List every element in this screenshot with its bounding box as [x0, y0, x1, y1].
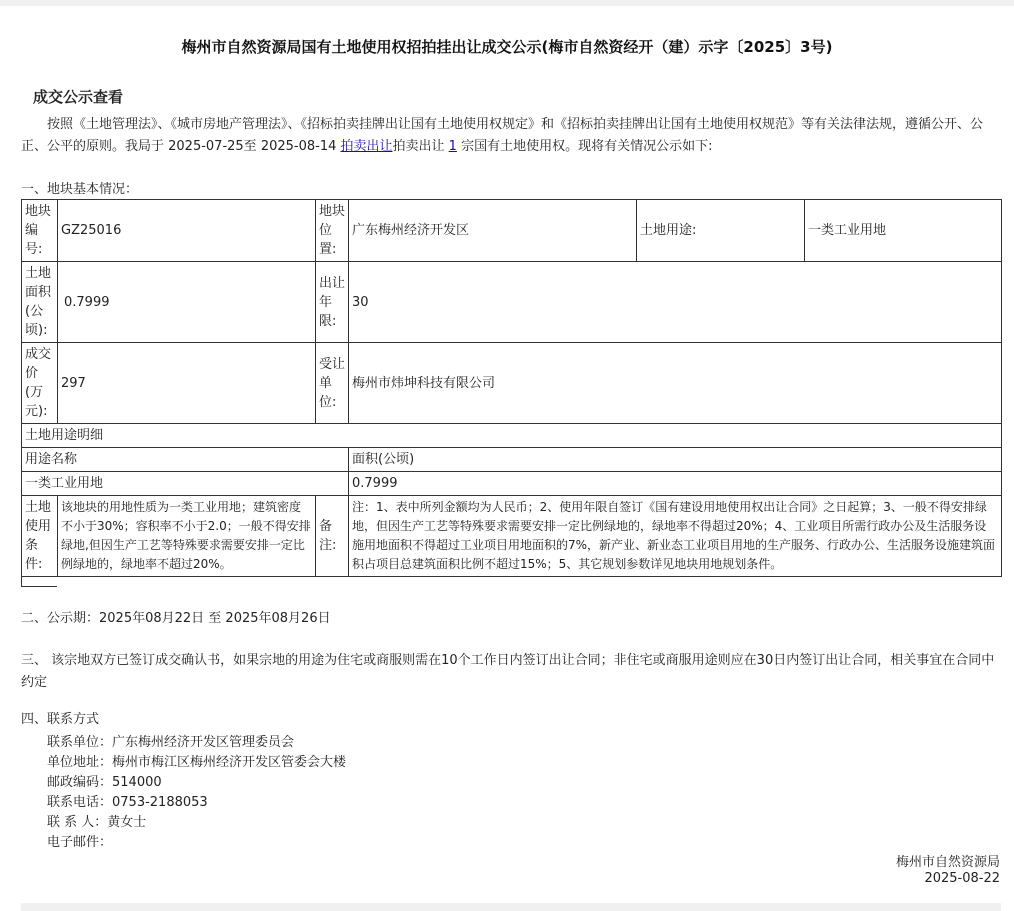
plot-no-label: 地块编号:	[22, 200, 58, 262]
contact-email: 电子邮件：	[47, 835, 113, 850]
location-value: 广东梅州经济开发区	[349, 200, 637, 262]
remarks-label: 备注:	[316, 496, 349, 577]
contact-address: 单位地址：梅州市梅江区梅州经济开发区管委会大楼	[47, 755, 347, 770]
plot-no-value: GZ25016	[58, 200, 316, 262]
intro-text-1: 按照《土地管理法》、《城市房地产管理法》、《招标拍卖挂牌出让国有土地使用权规定》和《招标拍卖挂牌出让国有土地使用权规范》等有关法律法规，遵循公开、公正、公平的原则。我局于 2025-07-25至 2025-08-14	[21, 117, 984, 154]
remarks-value: 注：1、表中所列金额均为人民币；2、使用年限自签订《国有建设用地使用权出让合同》之日起算；3、一般不得安排绿地，但因生产工艺等特殊要求需要安排一定比例绿地的，绿地率不得超过20%；4、工业项目所需行政办公及生活服务设施用地面积不得超过工业项目用地面积的7%，新产业、新业态工业项目用地的生产服务、行政办公、生活服务设施建筑面积占项目总建筑面积比例不超过15%；5、其它规划参数详见地块用地规划条件。	[349, 496, 1002, 577]
location-label: 地块位置:	[316, 200, 349, 262]
contract-note: 三、 该宗地双方已签订成交确认书，如果宗地的用途为住宅或商服则需在10个工作日内签订出让合同；非住宅或商服用途则应在30日内签订出让合同，相关事宜在合同中约定	[21, 653, 995, 690]
auction-link[interactable]: 拍卖出让	[340, 139, 393, 154]
price-label: 成交价(万元):	[22, 343, 58, 424]
publicity-period: 二、公示期：2025年08月22日 至 2025年08月26日	[21, 611, 331, 626]
table-row	[22, 200, 1002, 262]
use-value: 一类工业用地	[805, 200, 1002, 262]
col-area: 面积(公顷)	[349, 448, 1002, 472]
intro-text-3: 宗国有土地使用权。现将有关情况公示如下:	[456, 139, 713, 154]
contact-person: 联 系 人：黄女士	[47, 815, 147, 830]
table-row	[22, 472, 1002, 496]
price-value: 297	[58, 343, 316, 424]
term-value: 30	[349, 262, 1002, 343]
area-label: 土地面积(公顷):	[22, 262, 58, 343]
signature-org: 梅州市自然资源局	[895, 855, 1000, 870]
table-row	[22, 424, 1002, 448]
contact-phone: 联系电话：0753-2188053	[47, 795, 208, 810]
contact-unit: 联系单位：广东梅州经济开发区管理委员会	[47, 735, 295, 750]
table-row	[22, 448, 1002, 472]
intro-text-2: 拍卖出让	[392, 139, 449, 154]
section-heading: 成交公示查看	[33, 88, 124, 106]
table-row	[22, 496, 1002, 577]
top-border	[0, 0, 1014, 6]
buyer-value: 梅州市炜坤科技有限公司	[349, 343, 1002, 424]
col-use-name: 用途名称	[22, 448, 349, 472]
use-label: 土地用途:	[637, 200, 805, 262]
detail-label: 土地用途明细	[22, 424, 1002, 448]
bottom-border	[21, 903, 1001, 911]
row-use-name: 一类工业用地	[22, 472, 349, 496]
conditions-label: 土地使用条件:	[22, 496, 58, 577]
term-label: 出让年限:	[316, 262, 349, 343]
conditions-value: 该地块的用地性质为一类工业用地；建筑密度不小于30%；容积率不小于2.0；一般不得安排绿地,但因生产工艺等特殊要求需要安排一定比例绿地的，绿地率不超过20%。	[58, 496, 316, 577]
table-row	[22, 262, 1002, 343]
contact-heading: 四、联系方式	[21, 712, 100, 727]
parcel-table	[21, 199, 1002, 577]
intro-paragraph	[21, 114, 996, 158]
page-title: 梅州市自然资源局国有土地使用权招拍挂出让成交公示(梅市自然资经开（建）示字〔2025〕3号)	[181, 38, 833, 56]
table-row	[22, 343, 1002, 424]
signature-date: 2025-08-22	[924, 871, 1000, 886]
contact-postcode: 邮政编码：514000	[47, 775, 162, 790]
basic-info-label: 一、地块基本情况：	[21, 182, 139, 197]
buyer-label: 受让单位:	[316, 343, 349, 424]
area-value: 0.7999	[58, 262, 316, 343]
parcel-count-link[interactable]: 1	[448, 139, 457, 154]
table-tail	[21, 567, 57, 587]
row-area: 0.7999	[349, 472, 1002, 496]
